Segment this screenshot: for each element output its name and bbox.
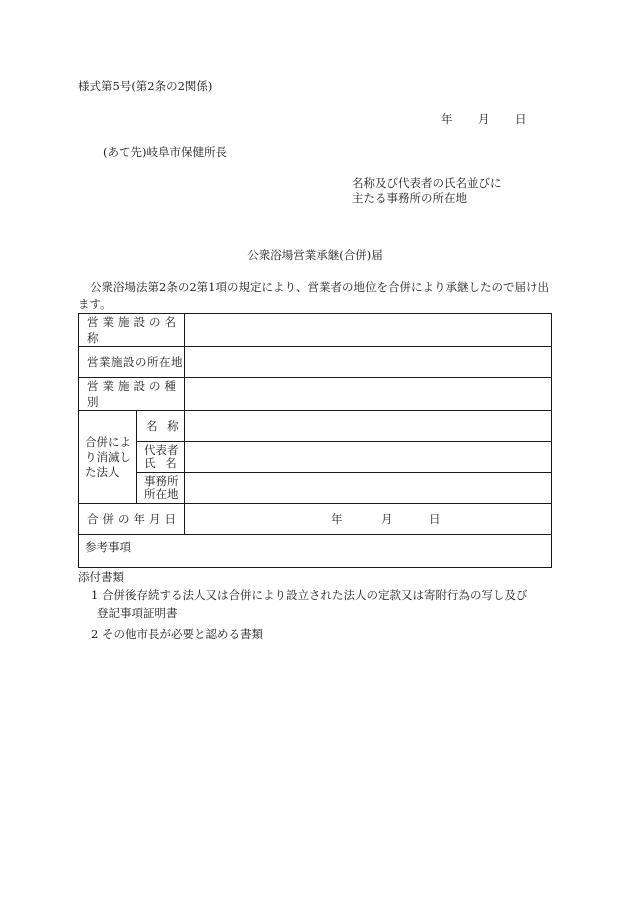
facility-type-field[interactable] xyxy=(185,378,552,411)
attachment-item-1-continued: 登記事項証明書 xyxy=(97,606,178,620)
merger-year-label: 年 xyxy=(331,512,343,526)
table-row xyxy=(79,442,552,473)
month-label: 月 xyxy=(478,112,490,126)
submission-date-line xyxy=(441,113,527,127)
office-label xyxy=(137,473,185,504)
applicant-block xyxy=(352,176,502,206)
facility-name-field[interactable] xyxy=(185,314,552,347)
year-label: 年 xyxy=(441,112,453,126)
table-row xyxy=(79,473,552,504)
table-row xyxy=(79,347,552,378)
table-row xyxy=(79,411,552,442)
merged-corp-label-line: り消滅し xyxy=(85,449,131,464)
body-line-1: 公衆浴場法第2条の2第1項の規定により、営業者の地位を合併により承継したので届け出 xyxy=(90,280,549,294)
representative-label-line: 代表者 xyxy=(144,443,179,457)
applicant-line-2: 主たる事務所の所在地 xyxy=(352,191,467,205)
corp-name-field[interactable] xyxy=(185,411,552,442)
info-table xyxy=(78,313,552,568)
applicant-line-1: 名称及び代表者の氏名並びに xyxy=(352,176,502,190)
attachment-item-1: 1 合併後存続する法人又は合併により設立された法人の定款又は寄附行為の写し及び xyxy=(91,588,528,602)
table-row xyxy=(79,535,552,568)
attachment-item-2: 2 その他市長が必要と認める書類 xyxy=(91,627,263,641)
table-row xyxy=(79,378,552,411)
table-row xyxy=(79,504,552,535)
office-label-line: 所在地 xyxy=(144,487,179,501)
day-label: 日 xyxy=(515,112,527,126)
merger-date-label: 合併の年月日 xyxy=(79,504,185,535)
document-title: 公衆浴場営業承継(合併)届 xyxy=(247,248,383,262)
office-label-line: 事務所 xyxy=(144,474,179,488)
representative-field[interactable] xyxy=(185,442,552,473)
merger-month-label: 月 xyxy=(381,512,393,526)
body-line-2: ます。 xyxy=(78,297,112,311)
table-row xyxy=(79,314,552,347)
merged-corp-label xyxy=(79,411,137,504)
facility-location-label: 営業施設の所在地 xyxy=(79,347,185,378)
facility-location-field[interactable] xyxy=(185,347,552,378)
corp-name-label: 名 称 xyxy=(137,411,185,442)
merger-date-field[interactable] xyxy=(185,504,552,535)
form-number: 様式第5号(第2条の2関係) xyxy=(78,79,213,93)
representative-label xyxy=(137,442,185,473)
remarks-label: 参考事項 xyxy=(85,540,131,554)
remarks-field[interactable] xyxy=(79,535,552,568)
office-field[interactable] xyxy=(185,473,552,504)
addressee: (あて先)岐阜市保健所長 xyxy=(103,145,227,159)
body-text xyxy=(78,279,558,313)
merged-corp-label-line: 合併によ xyxy=(85,434,131,449)
facility-type-label: 営業施設の種別 xyxy=(79,378,185,411)
representative-label-line: 氏 名 xyxy=(144,456,180,470)
merged-corp-label-line: た法人 xyxy=(85,464,120,479)
attachments-title: 添付書類 xyxy=(78,570,124,584)
merger-day-label: 日 xyxy=(429,512,441,526)
facility-name-label: 営業施設の名称 xyxy=(79,314,185,347)
